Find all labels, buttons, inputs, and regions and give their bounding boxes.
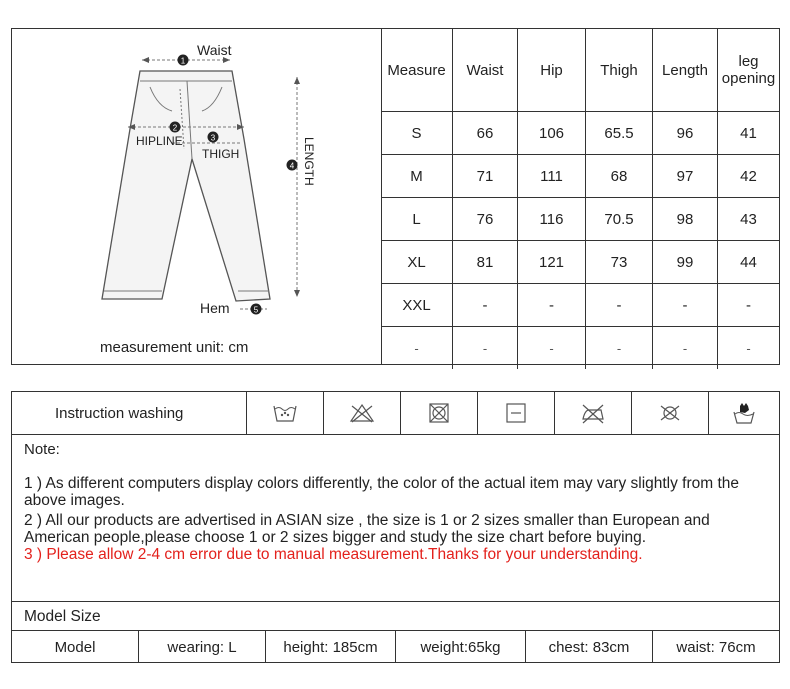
svg-text:5: 5 [253,305,259,315]
header-cell: leg opening [718,29,780,112]
table-cell: - [518,327,586,370]
model-waist: waist: 76cm [676,638,756,656]
table-cell: 41 [718,112,780,155]
header-cell: Hip [518,29,586,112]
size-table [381,29,779,369]
table-cell: L [381,198,453,241]
label-length: LENGTH [302,137,316,186]
wash-30-icon [247,392,324,434]
table-cell: 70.5 [586,198,653,241]
table-row [381,284,779,327]
notes-section [12,435,779,602]
table-cell: 65.5 [586,112,653,155]
table-cell: 99 [653,241,718,284]
marker-2 [170,122,181,133]
model-wearing: wearing: L [139,631,266,663]
table-cell: 121 [518,241,586,284]
note-line-1: 1 ) As different computers display colors differently, the color of the actual item may vary slightly from the above images. [24,475,740,509]
table-cell: M [381,155,453,198]
table-cell: - [381,327,453,370]
model-size-title: Model Size [24,608,101,625]
table-cell: - [653,327,718,370]
header-cell: Waist [453,29,518,112]
table-cell: 44 [718,241,780,284]
table-cell: - [518,284,586,327]
svg-text:3: 3 [210,133,216,143]
label-hem: Hem [200,300,230,316]
marker-5 [251,304,262,315]
line-dry-icon [478,392,555,434]
table-cell: 76 [453,198,518,241]
note-title: Note: [24,441,60,458]
marker-1 [178,55,189,66]
hand-wash-icon [709,392,779,434]
table-row [381,327,779,370]
table-cell: 71 [453,155,518,198]
washing-label: Instruction washing [12,392,247,434]
table-cell: - [453,284,518,327]
no-bleach-icon [324,392,401,434]
table-cell: S [381,112,453,155]
marker-3 [208,132,219,143]
header-cell: Length [653,29,718,112]
table-row [381,112,779,155]
table-cell: XL [381,241,453,284]
model-chest: chest: 83cm [526,631,653,663]
pants-illustration [12,29,381,364]
table-cell: - [453,327,518,370]
pants-diagram [12,29,382,364]
table-cell: 98 [653,198,718,241]
table-cell: 42 [718,155,780,198]
table-row [381,155,779,198]
label-waist: Waist [197,42,232,58]
measurement-unit: measurement unit: cm [100,339,249,356]
table-cell: 73 [586,241,653,284]
table-cell: 66 [453,112,518,155]
table-cell: 68 [586,155,653,198]
table-cell: 106 [518,112,586,155]
note-line-3: 3 ) Please allow 2-4 cm error due to manual measurement.Thanks for your understanding. [24,546,643,563]
model-weight: weight:65kg [396,631,526,663]
table-cell: - [653,284,718,327]
table-cell: 96 [653,112,718,155]
header-cell: Thigh [586,29,653,112]
note-line-2: 2 ) All our products are advertised in ASIAN size , the size is 1 or 2 sizes smaller than European and American people,please choose 1 or 2 sizes bigger and study the size chart before buying. [24,512,710,546]
table-cell: - [586,327,653,370]
table-cell: - [718,327,780,370]
table-cell: XXL [381,284,453,327]
table-cell: 43 [718,198,780,241]
table-cell: 111 [518,155,586,198]
marker-4 [287,160,298,171]
size-table-header [381,29,779,112]
table-cell: 81 [453,241,518,284]
no-dry-clean-icon [632,392,709,434]
svg-text:2: 2 [172,123,178,133]
svg-text:1: 1 [180,56,186,66]
table-cell: - [718,284,780,327]
model-cell: Model [12,631,139,663]
model-size-row [12,630,779,663]
table-row [381,198,779,241]
no-iron-icon [555,392,632,434]
header-cell: Measure [381,29,453,112]
model-height: height: 185cm [266,631,396,663]
washing-instructions [12,392,779,435]
care-and-notes [11,391,780,663]
table-cell: - [586,284,653,327]
table-cell: 97 [653,155,718,198]
size-chart [11,28,780,365]
table-cell: 116 [518,198,586,241]
no-tumble-dry-icon [401,392,478,434]
svg-text:4: 4 [289,161,295,171]
table-row [381,241,779,284]
label-hipline: HIPLINE [136,134,183,148]
label-thigh: THIGH [202,147,240,161]
